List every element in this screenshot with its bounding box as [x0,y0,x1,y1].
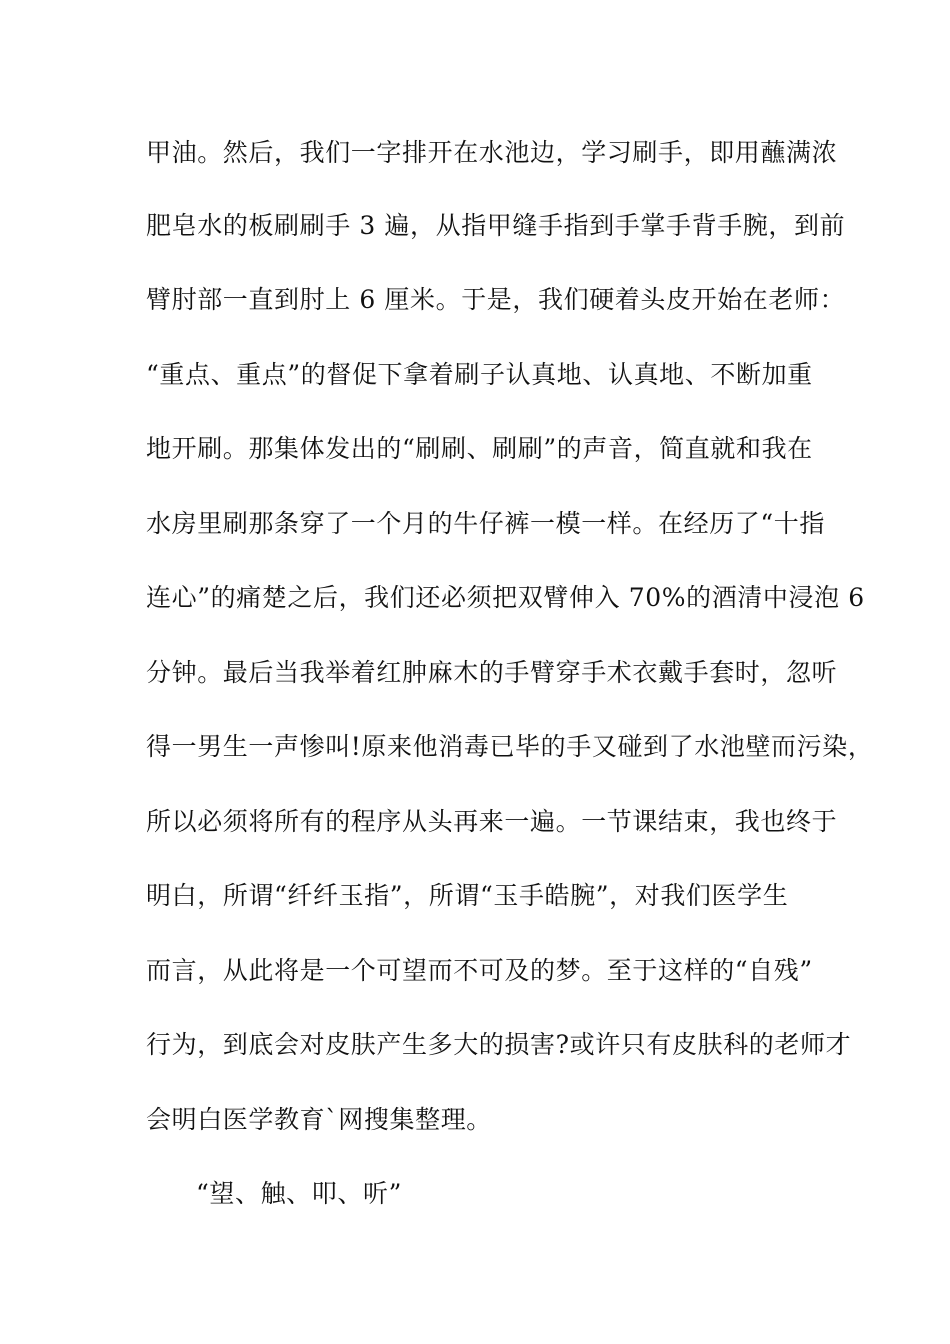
paragraph-line: 所以必须将所有的程序从头再来一遍。一节课结束，我也终于 [146,807,838,836]
paragraph-line: “重点、重点”的督促下拿着刷子认真地、认真地、不断加重 [146,360,813,389]
paragraph-line: 地开刷。那集体发出的“刷刷、刷刷”的声音，简直就和我在 [146,434,813,463]
paragraph-line: 连心”的痛楚之后，我们还必须把双臂伸入 70%的酒清中浸泡 6 [146,583,865,612]
paragraph-line: 臂肘部一直到肘上 6 厘米。于是，我们硬着头皮开始在老师： [146,285,846,314]
section-heading: “望、触、叩、听” [196,1179,402,1208]
paragraph-line: 得一男生一声惨叫!原来他消毒已毕的手又碰到了水池壁而污染， [146,732,874,761]
paragraph-line: 行为，到底会对皮肤产生多大的损害?或许只有皮肤科的老师才 [146,1030,852,1059]
paragraph-line: 明白，所谓“纤纤玉指”，所谓“玉手皓腕”，对我们医学生 [146,881,789,910]
paragraph-line: 肥皂水的板刷刷手 3 遍，从指甲缝手指到手掌手背手腕，到前 [146,211,846,240]
paragraph-line: 甲油。然后，我们一字排开在水池边，学习刷手，即用蘸满浓 [146,138,838,167]
paragraph-line: 而言，从此将是一个可望而不可及的梦。至于这样的“自残” [146,956,813,985]
paragraph-line: 分钟。最后当我举着红肿麻木的手臂穿手术衣戴手套时，忽听 [146,658,838,687]
paragraph-line: 会明白医学教育`网搜集整理。 [146,1105,492,1134]
paragraph-line: 水房里刷那条穿了一个月的牛仔裤一模一样。在经历了“十指 [146,509,825,538]
